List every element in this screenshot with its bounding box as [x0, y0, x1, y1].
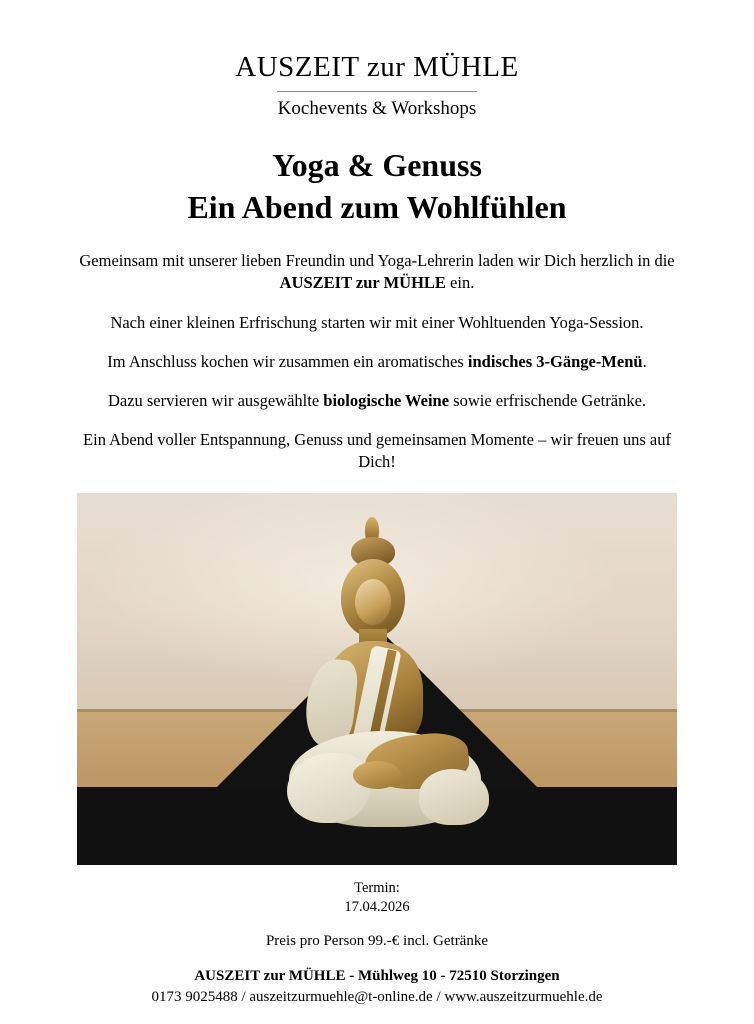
buddha-head — [341, 559, 405, 637]
brand-title: AUSZEIT zur MÜHLE — [235, 51, 519, 83]
body-text — [60, 250, 694, 473]
paragraph-menu-part-1: Im Anschluss kochen wir zusammen ein aromatisches — [107, 351, 468, 371]
buddha-left-knee-robe — [287, 753, 369, 823]
paragraph-wine-highlight: biologische Weine — [323, 390, 450, 410]
paragraph-intro-part-1: Gemeinsam mit unserer lieben Freundin und Yoga-Lehrerin laden wir Dich herzlich in die — [79, 251, 675, 271]
buddha-figure — [269, 517, 499, 847]
event-title — [60, 144, 694, 228]
header — [60, 52, 694, 120]
contact-line: 0173 9025488 / auszeitzurmuehle@t-online.de / www.auszeitzurmuehle.de — [151, 988, 603, 1005]
paragraph-menu — [60, 351, 694, 373]
paragraph-menu-part-2: . — [642, 351, 647, 371]
paragraph-closing: Ein Abend voller Entspannung, Genuss und gemeinsamen Momente – wir freuen uns auf Dich! — [83, 429, 671, 472]
brand-subtitle: Kochevents & Workshops — [277, 97, 477, 119]
termin-label: Termin: — [354, 880, 400, 897]
paragraph-menu-highlight: indisches 3-Gänge-Menü — [467, 351, 643, 371]
event-title-line-1: Yoga & Genuss — [272, 146, 482, 183]
buddha-hand — [353, 761, 401, 789]
buddha-face — [355, 579, 391, 625]
paragraph-intro-part-2: ein. — [445, 273, 475, 293]
event-title-line-2: Ein Abend zum Wohlfühlen — [187, 189, 567, 226]
paragraph-yoga: Nach einer kleinen Erfrischung starten wir mit einer Wohltuenden Yoga-Session. — [110, 312, 644, 332]
price-text: Preis pro Person 99.-€ incl. Getränke — [265, 932, 489, 949]
buddha-right-knee — [419, 769, 489, 825]
termin-date: 17.04.2026 — [344, 898, 410, 915]
paragraph-intro — [60, 250, 694, 294]
header-divider — [277, 91, 477, 92]
paragraph-intro-venue: AUSZEIT zur MÜHLE — [279, 273, 446, 293]
paragraph-wine — [60, 390, 694, 412]
photo-container — [60, 493, 694, 865]
footer — [60, 879, 694, 1006]
address-line: AUSZEIT zur MÜHLE - Mühlweg 10 - 72510 Storzingen — [194, 967, 560, 984]
buddha-statue-photo — [77, 493, 677, 865]
paragraph-wine-part-1: Dazu servieren wir ausgewählte — [107, 390, 324, 410]
paragraph-wine-part-2: sowie erfrischende Getränke. — [449, 390, 647, 410]
